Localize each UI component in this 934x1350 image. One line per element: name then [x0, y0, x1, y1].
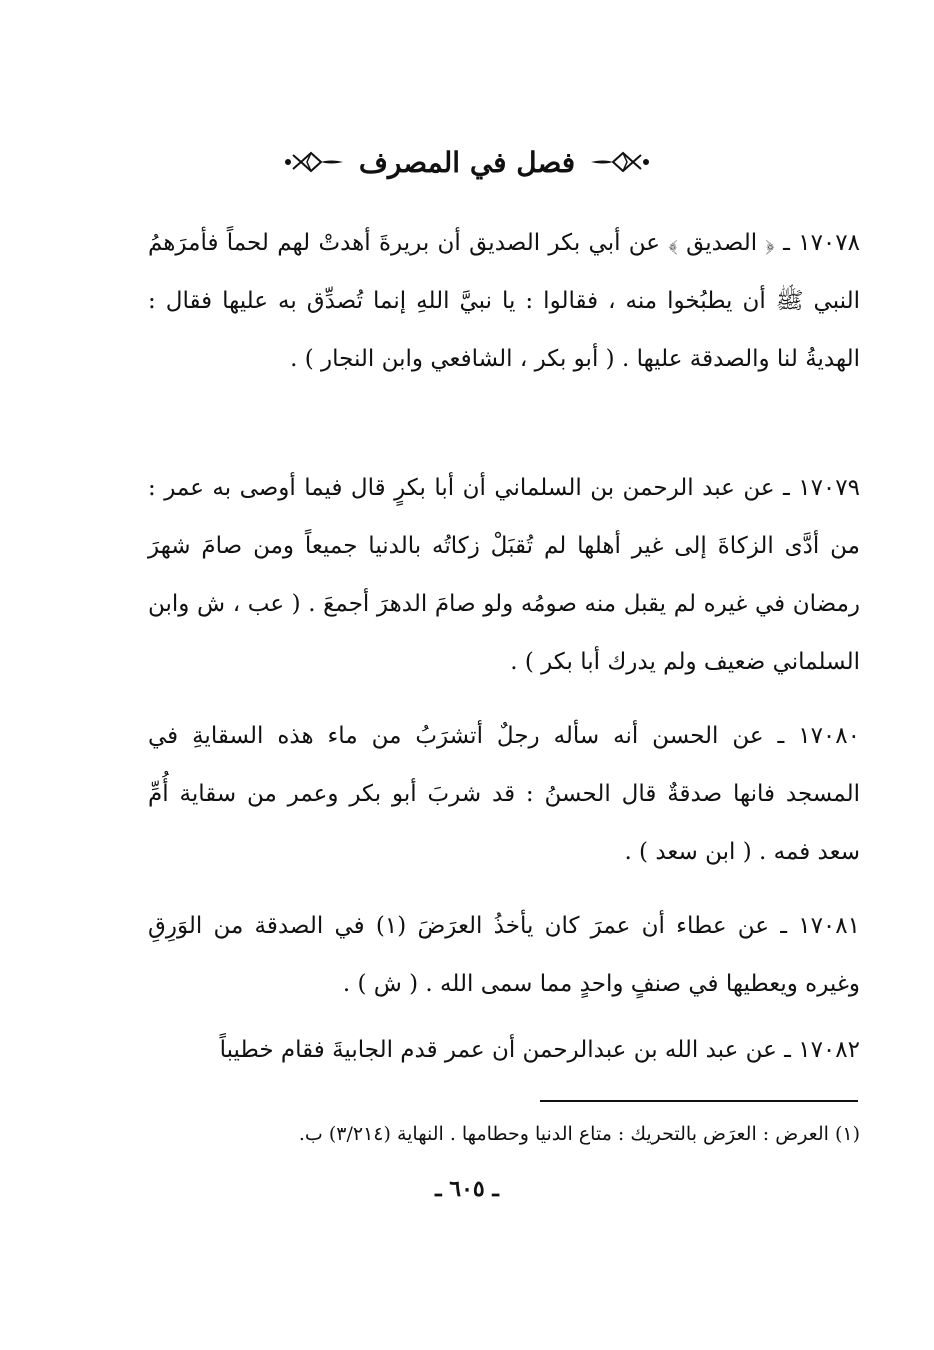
hadith-text: ١٧٠٧٨ ـ ﴿ الصديق ﴾ عن أبي بكر الصديق أن بريرةَ أهدتْ لهم لحماً فأمرَهمُ النبي ﷺ أن يطبُخوا منه ، فقالوا : يا نبيَّ اللهِ إنما تُصدِّق به عليها فقال : الهديةُ لنا والصدقة عليها . ( أبو بكر ، الشافعي وابن النجار ) .: [148, 230, 860, 372]
chapter-heading: [0, 138, 934, 186]
ornament-right-icon: [589, 149, 651, 175]
hadith-17078: [148, 214, 860, 388]
hadith-17080: [148, 707, 860, 881]
hadith-17082: [148, 1021, 860, 1079]
footnote: (١) العرض : العرَض بالتحريك : متاع الدنيا وحطامها . النهاية (٣/٢١٤) ب.: [298, 1123, 860, 1145]
hadith-17081: [148, 897, 860, 1013]
footnote-divider: [540, 1100, 858, 1102]
hadith-text: ١٧٠٨٢ ـ عن عبد الله بن عبدالرحمن أن عمر قدم الجابيةَ فقام خطيباً: [219, 1037, 860, 1063]
ornament-left-icon: [283, 149, 345, 175]
hadith-text: ١٧٠٨٠ ـ عن الحسن أنه سأله رجلٌ أتشرَبُ من ماء هذه السقايةِ في المسجد فانها صدقةٌ قال الحسنُ : قد شربَ أبو بكر وعمر من سقاية أُمِّ سعد فمه . ( ابن سعد ) .: [148, 723, 860, 865]
hadith-text: ١٧٠٧٩ ـ عن عبد الرحمن بن السلماني أن أبا بكرٍ قال فيما أوصى به عمر : من أدَّى الزكاةَ إلى غير أهلها لم تُقبَلْ زكاتُه بالدنيا جميعاً ومن صامَ شهرَ رمضان في غيره لم يقبل منه صومُه ولو صامَ الدهرَ أجمعَ . ( عب ، ش وابن السلماني ضعيف ولم يدرك أبا بكر ) .: [148, 475, 860, 675]
hadith-17079: [148, 459, 860, 691]
page-number: ـ ٦٠٥ ـ: [435, 1176, 499, 1202]
chapter-title: فصل في المصرف: [358, 145, 576, 179]
hadith-text: ١٧٠٨١ ـ عن عطاء أن عمرَ كان يأخذُ العرَضَ (١) في الصدقة من الوَرِقِ وغيره ويعطيها في صنفٍ واحدٍ مما سمى الله . ( ش ) .: [148, 913, 860, 997]
